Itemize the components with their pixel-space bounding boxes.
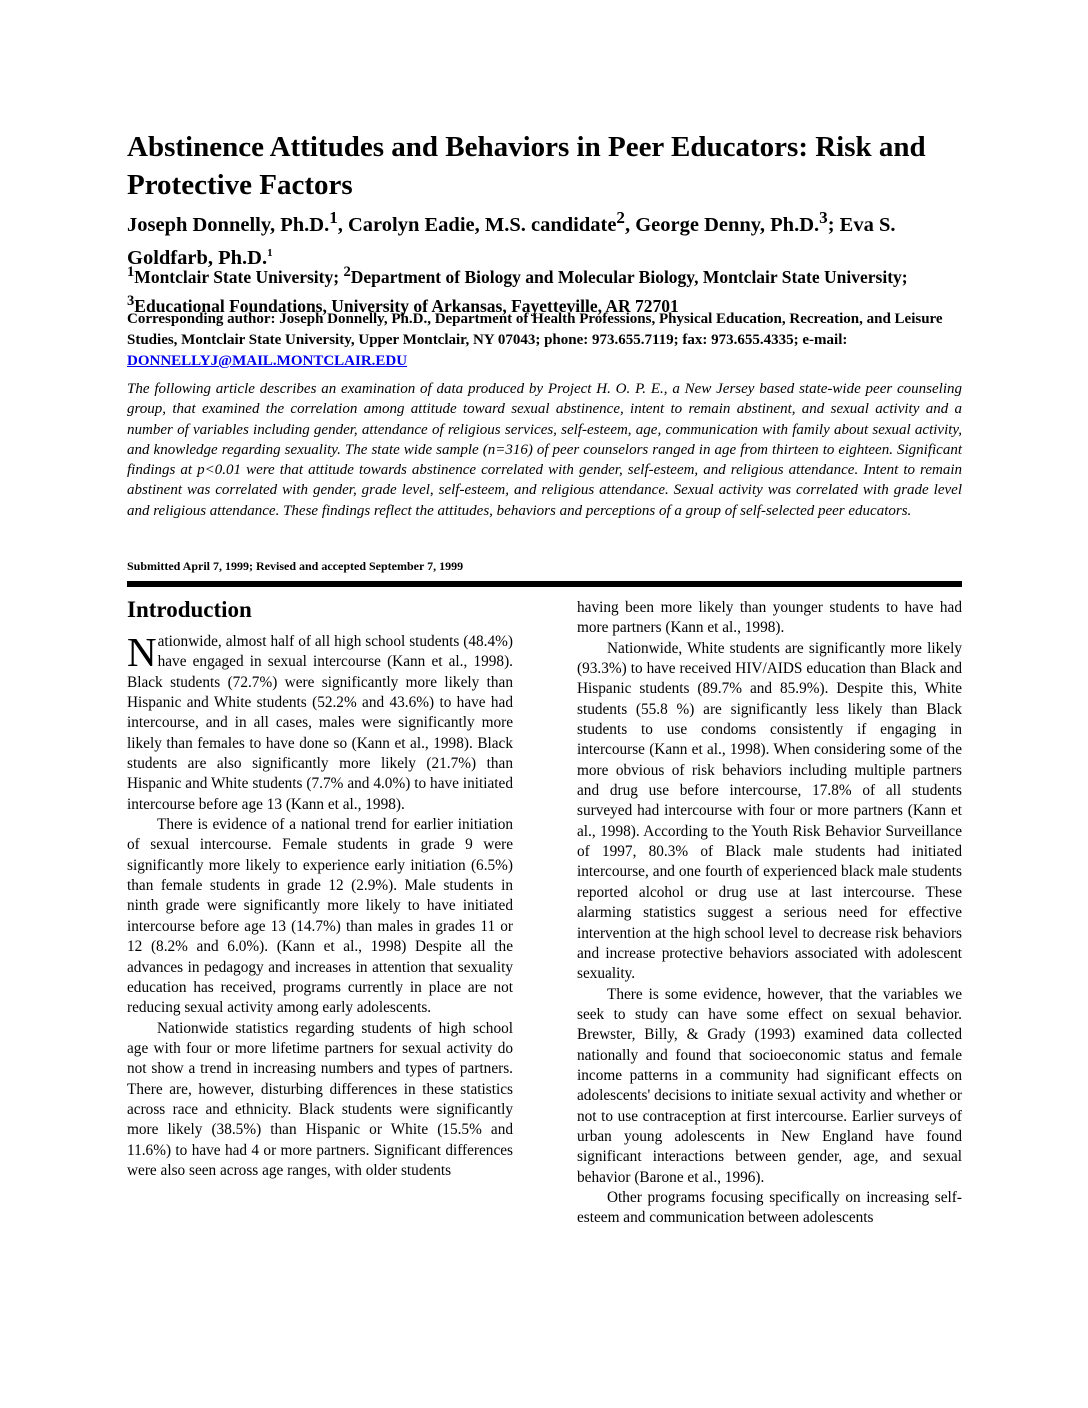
affiliation: Montclair State University; [134,266,344,287]
author-affil-marker: 3 [819,208,828,227]
author-separator: , [337,213,348,236]
corresponding-author [127,309,962,372]
body-paragraph: Nationwide, White students are significantly more likely (93.3%) to have received HIV/AIDS education than Black and Hispanic students (89.7% and 85.9%). Despite this, White students (55.8 %) are significantly less likely than Black students to use condoms consistently if engaging in intercourse (Kann et al., 1998). When considering some of the more obvious of risk behaviors including multiple partners and drug use before intercourse, 17.8% of all students surveyed had intercourse with four or more partners (Kann et al., 1998). According to the Youth Risk Behavior Surveillance of 1997, 80.3% of Black male students had initiated intercourse, and one fourth of experienced black male students reported alcohol or drug use at last intercourse. These alarming statistics suggest a serious need for effective intervention at the high school level to decrease risk behaviors and increase protective behaviors associated with adolescent sexuality. [577,639,962,983]
email-link[interactable]: DONNELLYJ@MAIL.MONTCLAIR.EDU [127,353,408,369]
section-divider [127,581,962,587]
body-paragraph: There is evidence of a national trend for earlier initiation of sexual intercourse. Female students in grade 9 were significantly more likely to experience early initiation (6.5%) than female students in grade 12 (2.9%). Male students in ninth grade were significantly more likely to have initiated intercourse before age 13 (14.7%) than males in grades 11 or 12 (8.2% and 6.0%). (Kann et al., 1998) Despite all the advances in pedagogy and increases in attention that sexuality education has received, programs currently in place are not reducing sexual activity among early adolescents. [127,816,513,1017]
affil-marker: 1 [127,264,135,280]
corresponding-text: Corresponding author: Joseph Donnelly, Ph.D., Department of Health Professions, Physical Education, Recreation, and Leisure Studies, Montclair State University, Upper Montclair, NY 07043; phone: 973.655.7119; fax: 973.655.4335; e-mail: [127,311,943,348]
body-paragraph [127,629,513,815]
author-affil-marker: 2 [616,208,625,227]
body-paragraph: Nationwide statistics regarding students of high school age with four or more lifetime partners for sexual activity do not show a trend in increasing numbers and types of partners. There are, however, disturbing differences in these statistics across race and ethnicity. Black students were significantly more likely (38.5%) than Hispanic or White (15.5% and 11.6%) to have had 4 or more partners. Significant differences were also seen across age ranges, with older students [127,1019,513,1179]
section-heading: Introduction [127,597,252,622]
right-column [577,598,962,1229]
left-column [127,596,513,1181]
submission-dates: Submitted April 7, 1999; Revised and accepted September 7, 1999 [127,559,464,573]
author-name: George Denny, Ph.D. [635,213,820,236]
author-affil-marker: 1 [329,208,338,227]
affiliation: Department of Biology and Molecular Biology, Montclair State University; [350,266,908,287]
affil-marker: 3 [127,292,135,309]
author-separator: ; [827,213,840,236]
body-paragraph: having been more likely than younger students to have had more partners (Kann et al., 1998). [577,599,962,637]
affil-marker: 2 [343,264,351,280]
abstract: The following article describes an examination of data produced by Project H. O. P. E., a New Jersey based state-wide peer counseling group, that examined the correlation among attitude toward sexual abstinence, intent to remain abstinent, and sexual activity and a number of variables including gender, attendance of religious services, self-esteem, age, communication with family about sexual activity, and knowledge regarding sexuality. The state wide sample (n=316) of peer counselors ranged in age from thirteen to eighteen. Significant findings at p<0.01 were that attitude towards abstinence correlated with gender, self-esteem, and religious attendance. Intent to remain abstinent was correlated with gender, grade level, self-esteem, and religious attendance. Sexual activity was correlated with grade level and religious attendance. These findings reflect the attitudes, behaviors and perceptions of a group of self-selected peer educators. [127,381,962,519]
drop-cap: N [127,629,157,675]
paper-title: Abstinence Attitudes and Behaviors in Peer Educators: Risk and Protective Factors [127,131,926,201]
body-paragraph: There is some evidence, however, that the variables we seek to study can have some effect on sexual behavior. Brewster, Billy, & Grady (1993) examined data collected nationally and found that socioeconomic status and female income patterns in a community had significant effects on adolescents' decisions to initiate sexual activity and whether or not to use contraception at first intercourse. Earlier surveys of urban young adolescents in New England have found significant interactions between gender, age, and sexual behavior (Barone et al., 1996). [577,985,962,1186]
paragraph-text: ationwide, almost half of all high school students (48.4%) have engaged in sexual intercourse (Kann et al., 1998). Black students (72.7%) were significantly more likely than Hispanic and White students (52.2% and 43.6%) to have had intercourse, and in all cases, males were significantly more likely than females to have done so (Kann et al., 1998). Black students are also significantly more likely (21.7%) than Hispanic and White students (7.7% and 4.0%) to have initiated intercourse before age 13 (Kann et al., 1998). [127,633,513,813]
author-name: Eva S. Goldfarb, Ph.D. [127,213,896,269]
author-name: Joseph Donnelly, Ph.D. [127,213,330,236]
author-affil-marker: 1 [267,246,273,259]
body-paragraph: Other programs focusing specifically on increasing self-esteem and communication between adolescents [577,1188,962,1227]
author-separator: , [624,213,636,236]
affiliation: Educational Foundations, University of Arkansas, Fayetteville, AR 72701 [134,295,679,316]
author-name: Carolyn Eadie, M.S. candidate [348,213,617,236]
